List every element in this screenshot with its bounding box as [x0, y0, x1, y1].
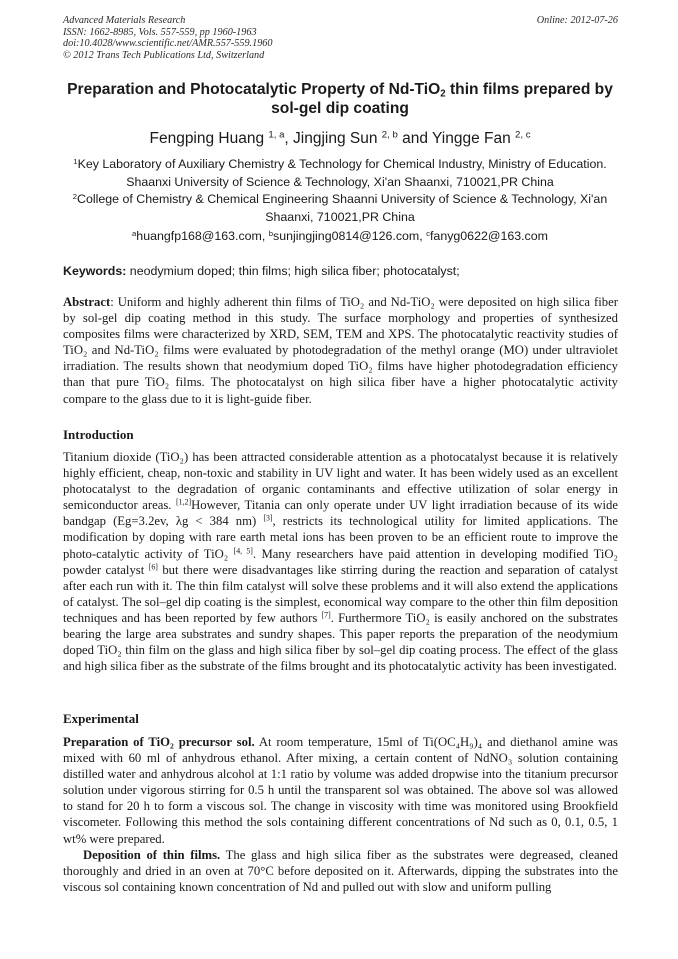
intro-citation-1: [1,2] [176, 497, 192, 507]
intro-text-4: . Many researchers have paid attention in developing modified TiO₂ powder catalyst [63, 546, 618, 577]
title-subscript: 2 [440, 88, 446, 100]
affiliation-1-marker: 1 [73, 156, 78, 166]
email-b-marker: b [268, 228, 274, 238]
sol-preparation-label: Preparation of TiO₂ precursor sol. [63, 735, 255, 749]
abstract [63, 294, 618, 407]
journal-name: Advanced Materials Research [63, 15, 186, 26]
affiliation-1 [60, 156, 620, 191]
introduction-body [63, 449, 618, 674]
affiliation-2 [60, 191, 620, 226]
intro-text-6: . Furthermore TiO₂ is easily anchored on the substrates bearing the large area substrates and sundry shapes. This paper reports the preparation of the neodymium doped TiO₂ thin film on the glass and high silica fiber by sol–gel dip coating process. The effect of the glass and high silica fiber as the substrate of the films brought and its photocatalytic activity has been investigated. [63, 610, 618, 674]
intro-text-1: Titanium dioxide (TiO₂) has been attracted considerable attention as a photocatalyst because it is relatively highly efficient, cheap, non-toxic and stability in UV light and water. It has been widely used as an excellent photocatalyst to the degradation of organic contaminants and effective utilization of solar energy in semiconductor areas. [63, 450, 618, 513]
intro-citation-5: [7] [321, 610, 331, 620]
sol-preparation-text: At room temperature, 15ml of Ti(OC₄H₉)₄ and diethanol amine was mixed with 60 ml of anhydrous ethanol. After mixing, a certain content of NdNO₃ solution containing distilled water and anhydrous alcohol at 1:1 ratio by volume was added dropwise into the titanium precursor solution under vigorous stirring for 0.5 h until the transparent sol was obtained. The above sol was allowed to stand for 20 h to form a viscous sol. The change in viscosity with time was monitored using Brookfield viscometer. Following this method the sols containing different concentrations of Nd such as 0, 0.1, 0.5, 1 wt% were prepared. [63, 735, 618, 846]
intro-text-3: , restricts its technological utility for limited applications. The modification by doping with rare earth metal ions has been proven to be an efficient route to improve the photo-catalytic activity of TiO₂ [63, 514, 618, 561]
title-part-1: Preparation and Photocatalytic Property of Nd-TiO [67, 81, 441, 98]
author-emails [60, 228, 620, 246]
deposition-label: Deposition of thin films. [83, 847, 221, 862]
keywords-label: Keywords: [63, 264, 127, 278]
email-a: huangfp168@163.com, [136, 229, 269, 243]
keywords [63, 263, 618, 279]
introduction-heading: Introduction [63, 427, 134, 442]
author-list [40, 130, 640, 148]
issn-line: ISSN: 1662-8985, Vols. 557-559, pp 1960-1963 [63, 26, 257, 38]
email-c-marker: c [426, 228, 430, 238]
affiliation-1-text: Key Laboratory of Auxiliary Chemistry & Technology for Chemical Industry, Ministry of Education. Shaanxi University of Science & Technology, Xi'an Shaanxi, 710021,PR China [77, 157, 607, 189]
experimental-heading: Experimental [63, 711, 139, 726]
affiliation-2-text: College of Chemistry & Chemical Engineering Shaanni University of Science & Technology, Xi'an Shaanxi, 710021,PR China [77, 192, 608, 224]
deposition-text: The glass and high silica fiber as the substrates were degreased, cleaned thoroughly and dried in an oven at 70°C before deposited on it. Afterwards, dipping the substrates into the viscous sol containing known concentration of Nd and pulled out with slow and uniform pulling [63, 847, 618, 894]
intro-citation-3: [4, 5] [233, 546, 253, 556]
online-date: Online: 2012-07-26 [536, 15, 618, 26]
affiliation-2-marker: 2 [72, 191, 78, 201]
intro-citation-2: [3] [263, 514, 273, 524]
author-2-affiliation: 2, b [381, 129, 398, 141]
author-3: and Yingge Fan [397, 130, 511, 147]
keywords-text: neodymium doped; thin films; high silica fiber; photocatalyst; [126, 264, 460, 278]
journal-header [63, 15, 618, 61]
email-a-marker: a [132, 228, 137, 238]
paper-title [55, 80, 625, 118]
email-c: fanyg0622@163.com [429, 229, 548, 243]
experimental-paragraph-1 [63, 734, 618, 847]
experimental-body [63, 734, 618, 895]
intro-text-2: However, Titania can only operate under UV light irradiation because of its wide bandgap (Eg=3.2ev, λg < 384 nm) [63, 498, 618, 529]
intro-citation-4: [6] [148, 562, 158, 572]
author-2: , Jingjing Sun [284, 130, 382, 147]
copyright-line: © 2012 Trans Tech Publications Ltd, Switzerland [63, 49, 265, 61]
author-1: Fengping Huang [149, 130, 269, 147]
author-3-affiliation: 2, c [515, 129, 531, 141]
email-b: sunjingjing0814@126.com, [273, 229, 427, 243]
doi-line: doi:10.4028/www.scientific.net/AMR.557-559.1960 [63, 38, 273, 50]
intro-text-5: but there were disadvantages like stirring during the reaction and separation of catalyst after each run with it. The thin film catalyst will solve these problems and it will also extend the applications of catalyst. The sol–gel dip coating is the simplest, economical way compare to the other thin film deposition techniques and has been reported by few authors [63, 562, 618, 625]
author-1-affiliation: 1, a [268, 129, 285, 141]
experimental-paragraph-2 [63, 847, 618, 895]
abstract-text: : Uniform and highly adherent thin films of TiO₂ and Nd-TiO₂ were deposited on high silica fiber by sol-gel dip coating method in this study. The surface morphology and properties of synthesized composites films were characterized by XRD, SEM, TEM and XPS. The photocatalytic reactivity studies of TiO₂ and Nd-TiO₂ films were evaluated by photodegradation of the methyl orange (MO) under ultraviolet irradiation. The results shown that neodymium doped TiO₂ films have higher photodegradation efficiency than that pure TiO₂ films. The photocatalyst on high silica fiber have a higher photocatalytic activity compare to the glass due to it is light-guide fiber. [63, 295, 618, 406]
abstract-label: Abstract [63, 295, 111, 309]
title-part-2: thin films prepared by sol-gel dip coating [271, 81, 613, 117]
